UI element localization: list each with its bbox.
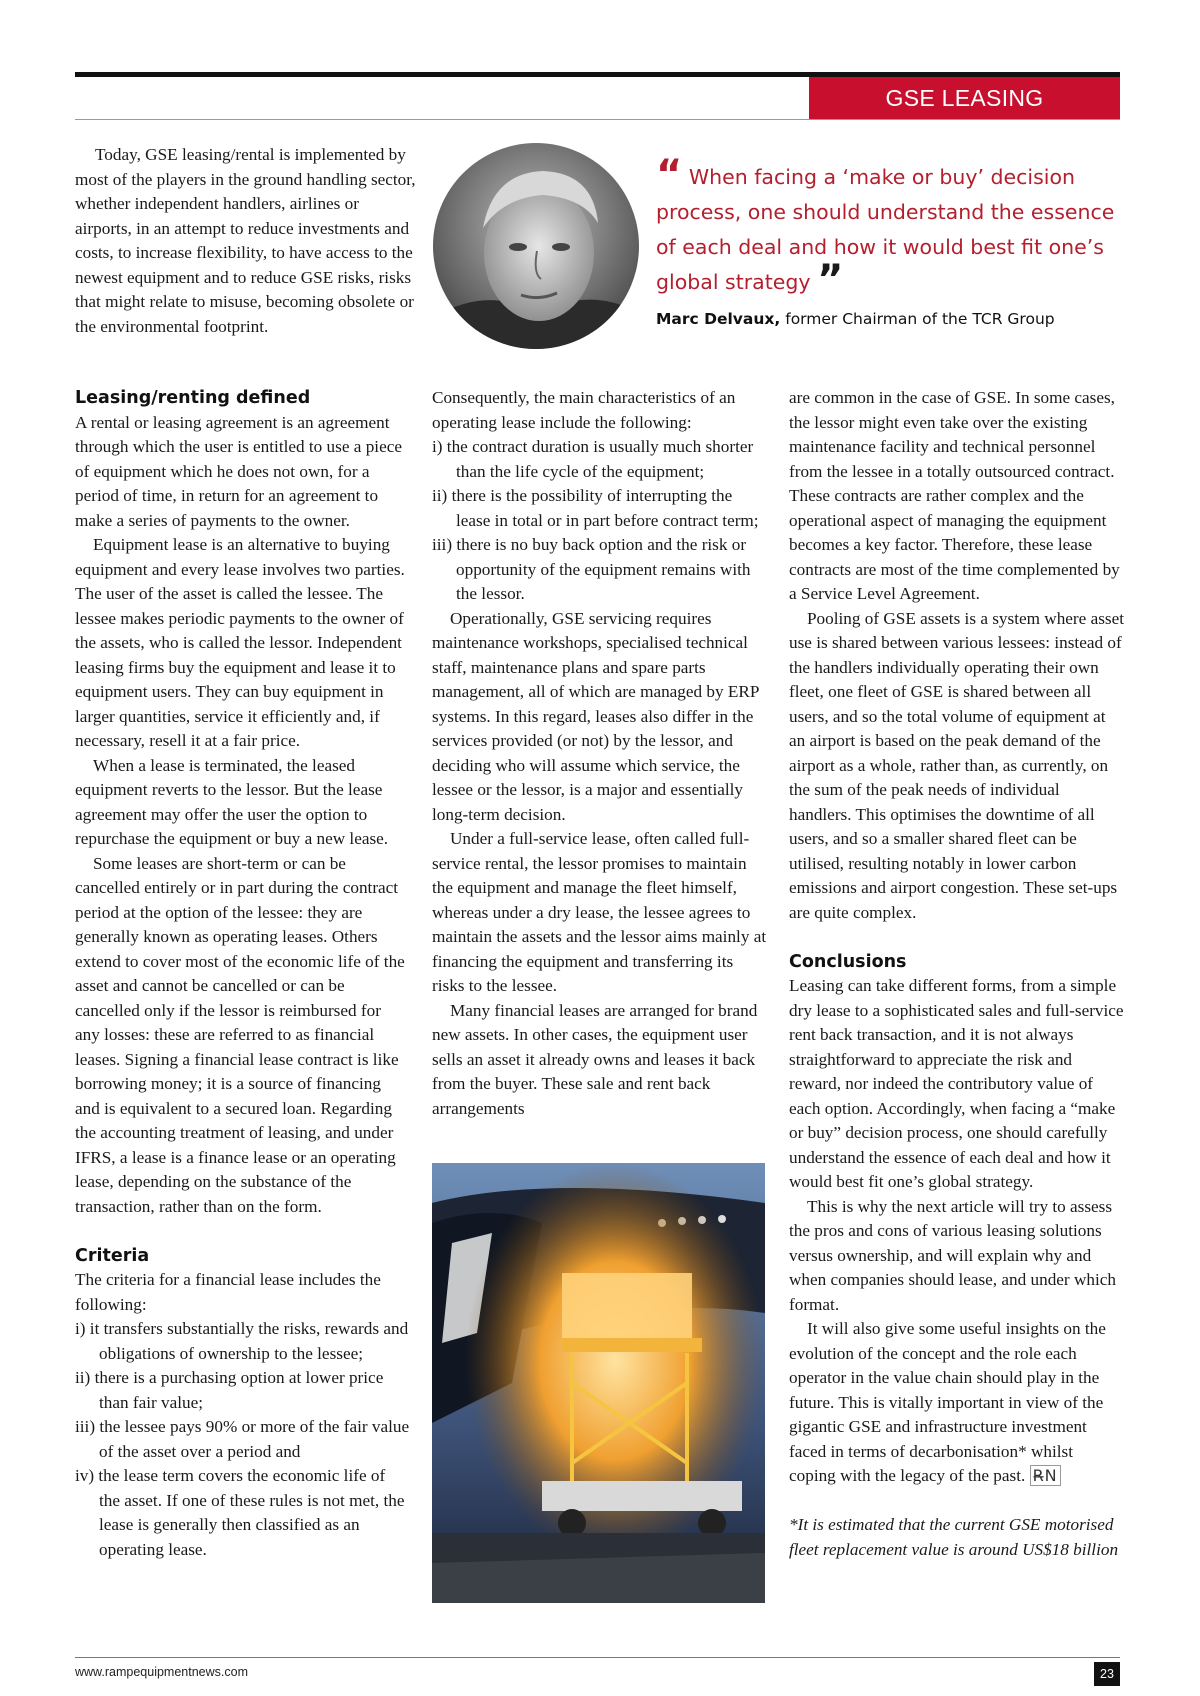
col2-paragraph: Consequently, the main characteristics of an operating lease include the following: — [432, 388, 736, 432]
col1-paragraph: The criteria for a financial lease includes the following: — [75, 1270, 381, 1314]
intro-paragraph — [75, 143, 420, 339]
publication-end-mark-icon: R̶N — [1030, 1465, 1061, 1486]
col2-paragraph: Under a full-service lease, often called full-service rental, the lessor promises to maintain the equipment and manage the fleet himself, whereas under a dry lease, the lessee agrees to maintain the assets and the lessor aims mainly at financing the equipment and transferring its risks to the lessee. — [432, 829, 767, 995]
pull-quote-text: “ When facing a ‘make or buy’ decision process, one should understand the essence of each deal and how it would best fit one’s global strategy ” — [656, 152, 1115, 303]
intro-text: Today, GSE leasing/rental is implemented by most of the players in the ground handling sector, whether independent handlers, airlines or airports, in an attempt to reduce investments and costs, to increase flexibility, to have access to the newest equipment and to reduce GSE risks, risks that might relate to misuse, becoming obsolete or the environmental footprint. — [75, 145, 416, 336]
header-thin-rule — [75, 119, 1120, 120]
page-number: 23 — [1094, 1662, 1120, 1686]
footer-url: www.rampequipmentnews.com — [75, 1665, 248, 1679]
author-portrait — [433, 143, 639, 349]
column-2 — [432, 386, 767, 1121]
author-name: Marc Delvaux, — [656, 310, 781, 328]
criteria-item: iii) the lessee pays 90% or more of the fair value of the asset over a period and — [75, 1417, 410, 1461]
heading-leasing-defined: Leasing/renting defined — [75, 388, 311, 408]
col1-paragraph: Equipment lease is an alternative to buying equipment and every lease involves two parties. The user of the asset is called the lessee. The lessee makes periodic payments to the owner of the assets, who is called the lessor. Independent leasing firms buy the equipment and lease it to equipment users. They can buy equipment in larger quantities, service it efficiently and, if necessary, resell it at a fair price. — [75, 535, 405, 750]
characteristic-item: ii) there is the possibility of interrupting the lease in total or in part before contract term; — [432, 486, 759, 530]
col3-paragraph: Leasing can take different forms, from a simple dry lease to a sophisticated sales and full-service rent back transaction, and it is not always straightforward to appreciate the risk and reward, nor indeed the contributory value of each option. Accordingly, when facing a “make or buy” decision process, one should carefully understand the essence of each deal and how it would best fit one’s global strategy. — [789, 976, 1124, 1191]
footer-rule — [75, 1657, 1120, 1658]
pull-quote-attribution — [656, 310, 1126, 328]
col3-paragraph: It will also give some useful insights on the evolution of the concept and the role each operator in the value chain should play in the future. This is vitally important in view of the gigantic GSE and infrastructure investment faced in terms of decarbonisation* whilst coping with the legacy of the past. R̶N — [789, 1319, 1106, 1485]
col3-paragraph: Pooling of GSE assets is a system where asset use is shared between various lessees: instead of the handlers individually operating their own fleet, one fleet of GSE is shared between all users, and so the total volume of equipment at an airport is based on the peak demand of the airport as a whole, rather than, as currently, on the sum of the peak needs of individual handlers. This optimises the downtime of all users, and so a smaller shared fleet can be utilised, resulting notably in lower carbon emissions and airport congestion. These set-ups are quite complex. — [789, 608, 1124, 922]
author-role: former Chairman of the TCR Group — [785, 310, 1055, 328]
open-quote-icon: “ — [656, 152, 683, 198]
col2-paragraph: Operationally, GSE servicing requires maintenance workshops, specialised technical staff, maintenance plans and spare parts management, all of which are managed by ERP systems. In this regard, leases also differ in the services provided (or not) by the lessor, and deciding who will assume which service, the lessee or the lessor, is a major and essentially long-term decision. — [432, 608, 759, 824]
column-1 — [75, 386, 410, 1562]
criteria-item: iv) the lease term covers the economic life of the asset. If one of these rules is not met, the lease is generally then classified as an operating lease. — [75, 1466, 405, 1559]
criteria-item: i) it transfers substantially the risks, rewards and obligations of ownership to the lessee; — [75, 1319, 409, 1363]
section-label: GSE LEASING — [809, 77, 1120, 120]
characteristic-item: iii) there is no buy back option and the risk or opportunity of the equipment remains with the lessor. — [432, 535, 751, 603]
col1-paragraph: A rental or leasing agreement is an agreement through which the user is entitled to use a piece of equipment which he does not own, for a period of time, in return for an agreement to make a series of payments to the owner. — [75, 412, 402, 530]
aircraft-loading-photo — [432, 1163, 765, 1603]
heading-conclusions: Conclusions — [789, 951, 907, 972]
column-3 — [789, 386, 1124, 1562]
col2-paragraph: Many financial leases are arranged for brand new assets. In other cases, the equipment user sells an asset it already owns and leases it back from the buyer. These sale and rent back arrangements — [432, 1000, 758, 1118]
col1-paragraph: When a lease is terminated, the leased equipment reverts to the lessor. But the lease agreement may offer the user the option to repurchase the equipment or buy a new lease. — [75, 755, 389, 848]
characteristic-item: i) the contract duration is usually much shorter than the life cycle of the equipment; — [432, 437, 754, 481]
col3-paragraph: are common in the case of GSE. In some cases, the lessor might even take over the existing maintenance facility and technical personnel from the lessee in a totally outsourced contract. These contracts are rather complex and the operational aspect of managing the equipment becomes a key factor. Therefore, these lease contracts are most of the time complemented by a Service Level Agreement. — [789, 388, 1120, 603]
criteria-item: ii) there is a purchasing option at lower price than fair value; — [75, 1368, 384, 1412]
heading-criteria: Criteria — [75, 1245, 150, 1266]
footnote: *It is estimated that the current GSE motorised fleet replacement value is around US$18 billion — [789, 1515, 1119, 1559]
col3-paragraph: This is why the next article will try to assess the pros and cons of various leasing solutions versus ownership, and will explain why and when companies should lease, and under which format. — [789, 1196, 1116, 1314]
pull-quote — [656, 152, 1126, 328]
close-quote-icon: ” — [817, 257, 844, 303]
col1-paragraph: Some leases are short-term or can be cancelled entirely or in part during the contract period at the option of the lessee: they are generally known as operating leases. Others extend to cover most of the economic life of the asset and cannot be cancelled or can be cancelled only if the lessor is reimbursed for any losses: these are referred to as financial leases. Signing a financial lease contract is like borrowing money; it is a source of financing and is equivalent to a secured loan. Regarding the accounting treatment of leasing, and under IFRS, a lease is a finance lease or an operating lease, depending on the substance of the transaction, rather than on the form. — [75, 853, 405, 1216]
